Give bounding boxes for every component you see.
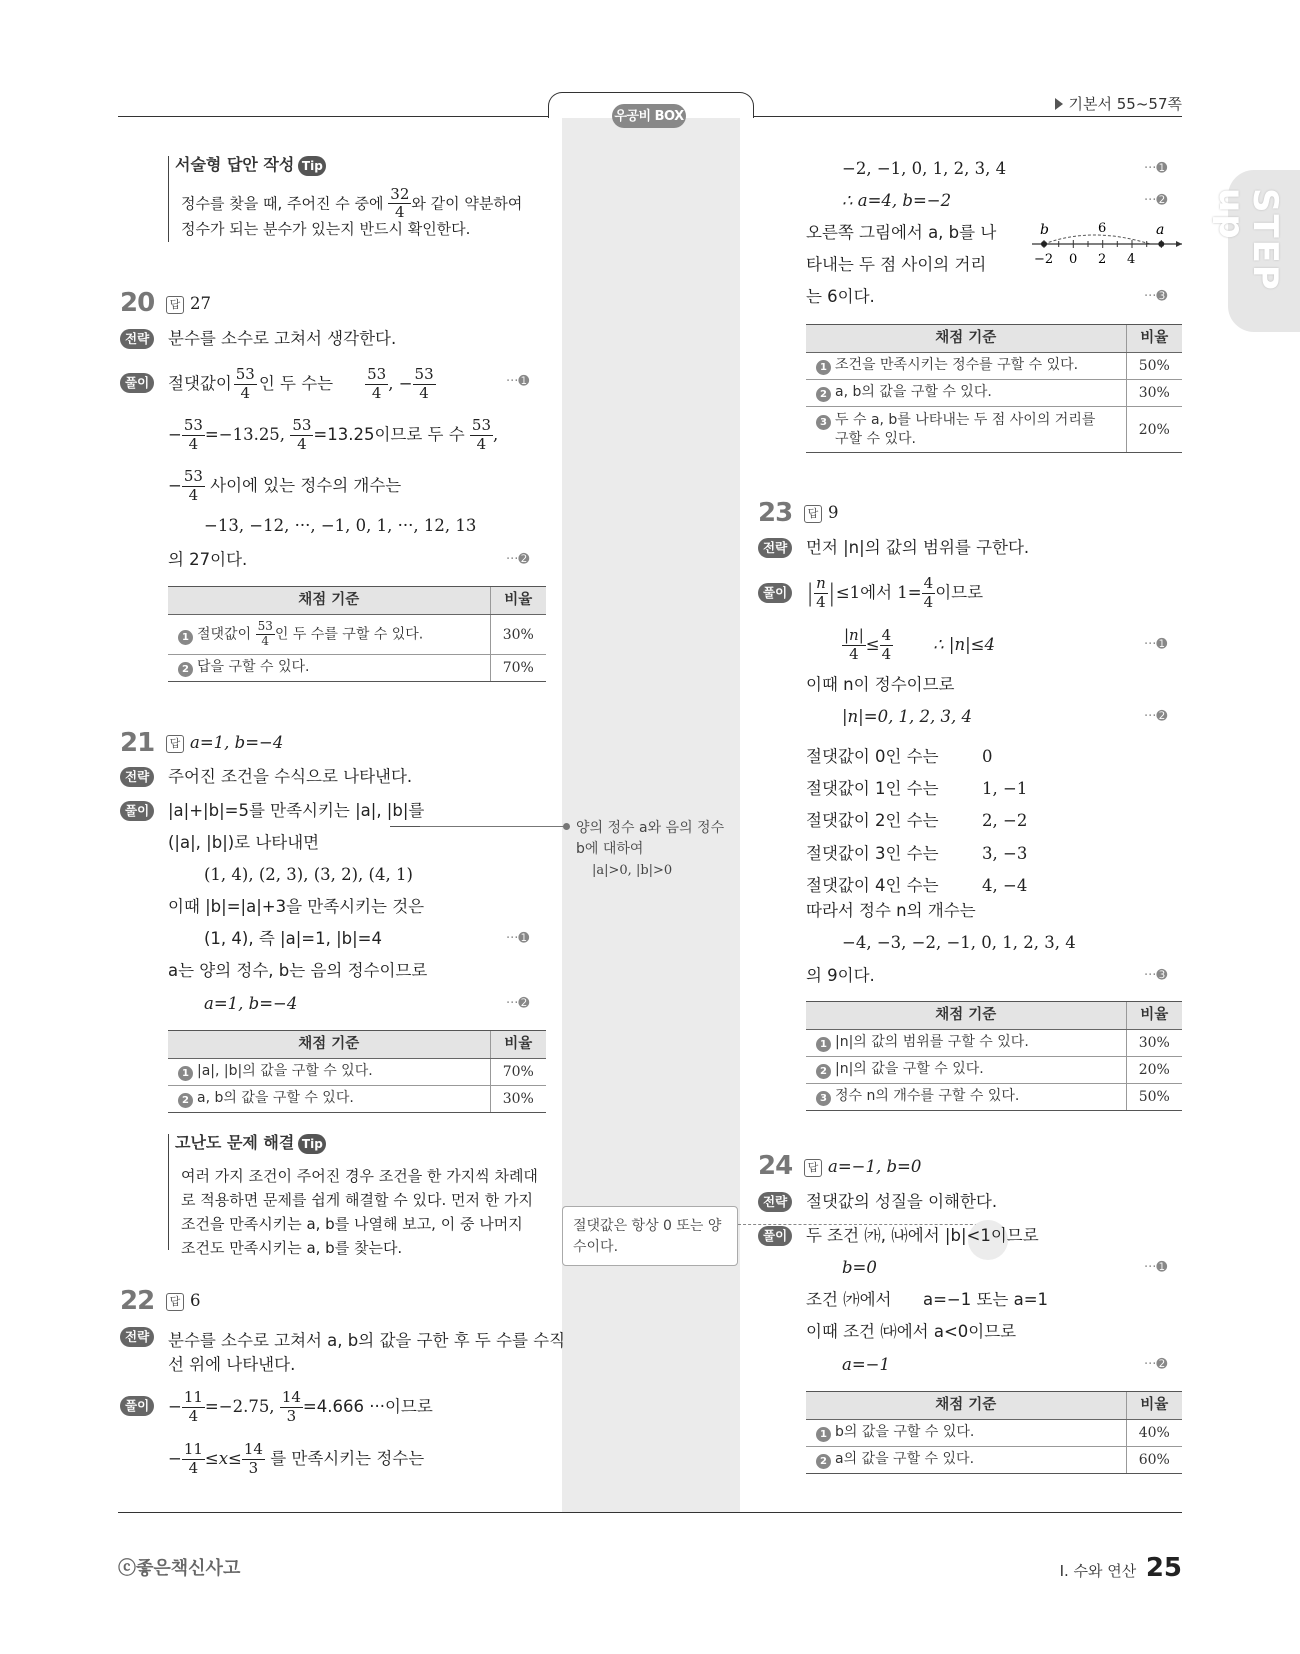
fraction: $\frac{32}{4}$	[390, 185, 410, 222]
solution-text: 의 9이다.	[806, 966, 875, 985]
solution-text: 이때 조건 ㈐에서 a<0이므로	[806, 1322, 1017, 1341]
solution-text: =−2.75,	[204, 1396, 275, 1416]
fraction: $\frac{53}{4}$	[414, 365, 434, 402]
tip-badge: Tip	[298, 156, 326, 176]
solution-text: 두 조건 ㈎, ㈏에서 |b|<1이므로	[806, 1226, 1039, 1245]
table-row: 1 절댓값이 $\frac{53}{4}$ 인 두 수를 구할 수 있다. 30%	[168, 615, 546, 655]
question-20	[120, 290, 154, 316]
step-marker: ···➊	[1144, 637, 1168, 652]
strategy-label: 전략	[120, 1327, 154, 1347]
answer-value: 9	[828, 503, 839, 522]
list-item: 절댓값이 1인 수는 1, −1	[806, 779, 1028, 799]
solution-text: a는 양의 정수, b는 음의 정수이므로	[168, 961, 428, 980]
fraction: $\frac{11}{4}$	[183, 1440, 203, 1477]
fraction: $\frac{53}{4}$	[292, 416, 312, 453]
question-number: 24	[758, 1151, 793, 1181]
solution-text: 이때 n이 정수이므로	[806, 675, 955, 694]
solution-text: 사이에 있는 정수의 개수는	[210, 475, 402, 495]
solution-text: ∴ a=4, b=−2	[842, 191, 952, 210]
solution-text: =13.25이므로 두 수	[313, 424, 465, 444]
table-row: 1 |n|의 값의 범위를 구할 수 있다. 30%	[806, 1030, 1182, 1057]
arrow-right-icon	[1055, 98, 1063, 110]
criteria-header: 채점 기준	[806, 325, 1126, 353]
fraction: $\frac{53}{4}$	[471, 416, 491, 453]
page-number: 25	[1145, 1553, 1182, 1583]
solution-text: a=1, b=−4	[204, 994, 298, 1013]
answer-icon: 답	[804, 1159, 822, 1177]
criteria-header: 채점 기준	[168, 1031, 490, 1059]
step-marker: ···➊	[1144, 161, 1168, 176]
solution-text: 이므로	[935, 582, 984, 602]
table-row: 1 b의 값을 구할 수 있다. 40%	[806, 1420, 1182, 1447]
tip-text: 로 적용하면 문제를 쉽게 해결할 수 있다. 먼저 한 가지	[181, 1191, 533, 1209]
table-row: 3 두 수 a, b를 나타내는 두 점 사이의 거리를 구할 수 있다. 20%	[806, 407, 1182, 453]
solution-text: 는 6이다.	[806, 287, 875, 306]
step-up-tab	[1211, 170, 1300, 332]
solution-text: (1, 4), (2, 3), (3, 2), (4, 1)	[204, 865, 413, 884]
solution-text: b=0	[842, 1258, 877, 1277]
answer-icon: 답	[804, 505, 822, 523]
solution-label: 풀이	[758, 583, 792, 603]
publisher-logo: ⓒ좋은책신사고	[118, 1558, 241, 1579]
solution-label: 풀이	[120, 801, 154, 821]
solution-text: =4.666 ···이므로	[302, 1396, 433, 1416]
criteria-table-21	[168, 1030, 546, 1113]
answer-value: a=1, b=−4	[190, 733, 284, 752]
solution-text: 타내는 두 점 사이의 거리	[806, 255, 987, 274]
criteria-header: 채점 기준	[806, 1392, 1126, 1420]
solution-text: (|a|, |b|)로 나타내면	[168, 833, 320, 852]
fraction: $\frac{4}{4}$	[923, 574, 934, 611]
box-badge: 우공비 BOX	[612, 104, 686, 128]
step-marker: ···➋	[506, 996, 530, 1011]
fraction: $\frac{53}{4}$	[257, 619, 273, 648]
tip-hard	[168, 1133, 538, 1257]
table-row: 3 정수 n의 개수를 구할 수 있다. 50%	[806, 1084, 1182, 1111]
table-row: 2 a, b의 값을 구할 수 있다. 30%	[168, 1086, 546, 1113]
solution-text: (1, 4), 즉 |a|=1, |b|=4	[204, 929, 382, 948]
ratio-header: 비율	[490, 587, 546, 615]
fraction: $\frac{n}{4}$	[816, 574, 826, 611]
table-row: 2 a, b의 값을 구할 수 있다. 30%	[806, 380, 1182, 407]
criteria-header: 채점 기준	[806, 1002, 1126, 1030]
strategy-label: 전략	[120, 767, 154, 787]
answer-value: 6	[190, 1291, 201, 1310]
fraction: $\frac{11}{4}$	[183, 1388, 203, 1425]
list-item: 절댓값이 3인 수는 3, −3	[806, 843, 1028, 863]
point-b	[1041, 241, 1047, 247]
step-marker: ···➊	[1144, 1260, 1168, 1275]
step-marker: ···➌	[1144, 968, 1168, 983]
side-note-column	[562, 118, 740, 1512]
step-marker: ···➋	[1144, 709, 1168, 724]
answer-icon: 답	[166, 296, 184, 314]
solution-label: 풀이	[758, 1226, 792, 1246]
step-marker: ···➊	[506, 374, 530, 389]
connector-dot	[563, 823, 570, 830]
solution-text: 따라서 정수 n의 개수는	[806, 901, 976, 920]
tip-text: 조건도 만족시키는 a, b를 찾는다.	[181, 1239, 403, 1257]
step-up-label: STEP up	[1211, 188, 1285, 292]
ratio-header: 비율	[1126, 325, 1182, 353]
distance-arc	[1044, 235, 1150, 244]
step-marker: ···➊	[506, 931, 530, 946]
strategy-label: 전략	[758, 538, 792, 558]
solution-text: 를 만족시키는 정수는	[270, 1448, 425, 1468]
axis-arrow	[1176, 241, 1182, 247]
tip-title: 고난도 문제 해결	[175, 1133, 295, 1152]
list-item: 절댓값이 0인 수는 0	[806, 747, 993, 766]
criteria-table-23	[806, 1001, 1182, 1111]
tip-text: 와 같이 약분하여	[411, 194, 523, 213]
tick-label: 2	[1098, 252, 1107, 267]
table-row: 1 조건을 만족시키는 정수를 구할 수 있다. 50%	[806, 353, 1182, 380]
tip-essay	[168, 155, 523, 242]
side-note-21: 양의 정수 a와 음의 정수 b에 대하여 |a|>0, |b|>0	[576, 820, 725, 878]
fraction: $\frac{53}{4}$	[235, 365, 255, 402]
strategy-text: 절댓값의 성질을 이해한다.	[806, 1192, 998, 1211]
table-row: 2 답을 구할 수 있다. 70%	[168, 655, 546, 682]
fraction: $\frac{14}{3}$	[243, 1440, 263, 1477]
book-reference	[1055, 97, 1182, 112]
tick-label: −2	[1034, 252, 1054, 267]
number-line	[1030, 220, 1186, 270]
abs-value-list	[806, 741, 1027, 902]
step-marker: ···➌	[1144, 289, 1168, 304]
solution-text: |n|=0, 1, 2, 3, 4	[842, 707, 973, 726]
solution-text: 인 두 수는	[258, 373, 334, 393]
strategy-text: 분수를 소수로 고쳐서 a, b의 값을 구한 후 두 수를 수직	[168, 1331, 566, 1350]
list-item: 절댓값이 4인 수는 4, −4	[806, 875, 1028, 895]
question-number: 21	[120, 728, 155, 758]
side-note-24: 절댓값은 항상 0 또는 양 수이다.	[562, 1206, 738, 1266]
answer-value: 27	[190, 294, 211, 313]
strategy-text: 선 위에 나타낸다.	[168, 1355, 296, 1374]
solution-text: −4, −3, −2, −1, 0, 1, 2, 3, 4	[842, 933, 1076, 952]
solution-text: a=−1	[842, 1355, 890, 1374]
solution-text: ≤x≤	[204, 1448, 242, 1468]
criteria-table-20	[168, 586, 546, 682]
table-row: 2 a의 값을 구할 수 있다. 60%	[806, 1447, 1182, 1474]
solution-text: −13, −12, ···, −1, 0, 1, ···, 12, 13	[204, 516, 477, 535]
solution-text: 절댓값이	[168, 373, 232, 393]
solution-label: 풀이	[120, 1396, 154, 1416]
connector-line	[420, 826, 566, 827]
solution-text: 이때 |b|=|a|+3을 만족시키는 것은	[168, 897, 425, 916]
fraction: $\frac{4}{4}$	[881, 626, 892, 663]
step-marker: ···➋	[506, 552, 530, 567]
book-reference-text: 기본서 55~57쪽	[1068, 95, 1182, 113]
answer-icon: 답	[166, 1293, 184, 1311]
criteria-table-22	[806, 324, 1182, 453]
ratio-header: 비율	[490, 1031, 546, 1059]
point-a	[1158, 241, 1164, 247]
table-row: 2 |n|의 값을 구할 수 있다. 20%	[806, 1057, 1182, 1084]
tip-text: 정수가 되는 분수가 있는지 반드시 확인한다.	[181, 220, 471, 238]
ratio-header: 비율	[1126, 1392, 1182, 1420]
solution-text: ,	[388, 373, 394, 393]
solution-text: |a|+|b|=5를 만족시키는 |a|, |b|를	[168, 801, 425, 820]
label-distance: 6	[1098, 221, 1107, 236]
tip-title: 서술형 답안 작성	[175, 155, 295, 174]
label-a: a	[1156, 222, 1165, 238]
answer-icon: 답	[166, 735, 184, 753]
fraction: $\frac{53}{4}$	[367, 365, 387, 402]
tip-text: 정수를 찾을 때, 주어진 수 중에	[181, 194, 384, 213]
tick-label: 4	[1127, 252, 1136, 267]
answer-value: a=−1, b=0	[828, 1157, 922, 1176]
solution-text: ∴ |n|≤4	[933, 634, 995, 654]
list-item: 절댓값이 2인 수는 2, −2	[806, 811, 1028, 831]
criteria-header: 채점 기준	[168, 587, 490, 615]
question-number: 23	[758, 498, 793, 528]
ratio-header: 비율	[1126, 1002, 1182, 1030]
footer-rule	[118, 1512, 1182, 1513]
step-marker: ···➋	[1144, 193, 1168, 208]
strategy-text: 주어진 조건을 수식으로 나타낸다.	[168, 767, 413, 786]
solution-text: 조건 ㈎에서 a=−1 또는 a=1	[806, 1290, 1049, 1309]
solution-label: 풀이	[120, 373, 154, 393]
solution-text: 오른쪽 그림에서 a, b를 나	[806, 223, 997, 242]
strategy-label: 전략	[120, 329, 154, 349]
solution-text: =−13.25,	[204, 424, 286, 444]
label-b: b	[1040, 222, 1049, 238]
chapter-label: I. 수와 연산	[1059, 1562, 1137, 1580]
tip-badge: Tip	[298, 1134, 326, 1154]
fraction: $\frac{|n|}{4}$	[844, 626, 864, 663]
solution-text: −2, −1, 0, 1, 2, 3, 4	[842, 159, 1007, 178]
tick-label: 0	[1069, 252, 1078, 267]
question-number: 22	[120, 1286, 155, 1316]
page-footer	[1060, 1555, 1182, 1581]
question-number: 20	[120, 288, 155, 318]
connector-line	[738, 1224, 988, 1225]
solution-text: ≤1에서 1=	[835, 582, 922, 602]
fraction: $\frac{53}{4}$	[183, 467, 203, 504]
tip-text: 여러 가지 조건이 주어진 경우 조건을 한 가지씩 차례대	[181, 1167, 538, 1185]
strategy-text: 먼저 |n|의 값의 범위를 구한다.	[806, 538, 1030, 557]
fraction: $\frac{53}{4}$	[183, 416, 203, 453]
solution-text: 의 27이다.	[168, 550, 248, 569]
step-marker: ···➋	[1144, 1357, 1168, 1372]
table-row: 1 |a|, |b|의 값을 구할 수 있다. 70%	[168, 1059, 546, 1086]
criteria-table-24	[806, 1391, 1182, 1474]
fraction: $\frac{14}{3}$	[281, 1388, 301, 1425]
strategy-text: 분수를 소수로 고쳐서 생각한다.	[168, 329, 397, 348]
strategy-label: 전략	[758, 1192, 792, 1212]
tip-text: 조건을 만족시키는 a, b를 나열해 보고, 이 중 나머지	[181, 1215, 523, 1233]
